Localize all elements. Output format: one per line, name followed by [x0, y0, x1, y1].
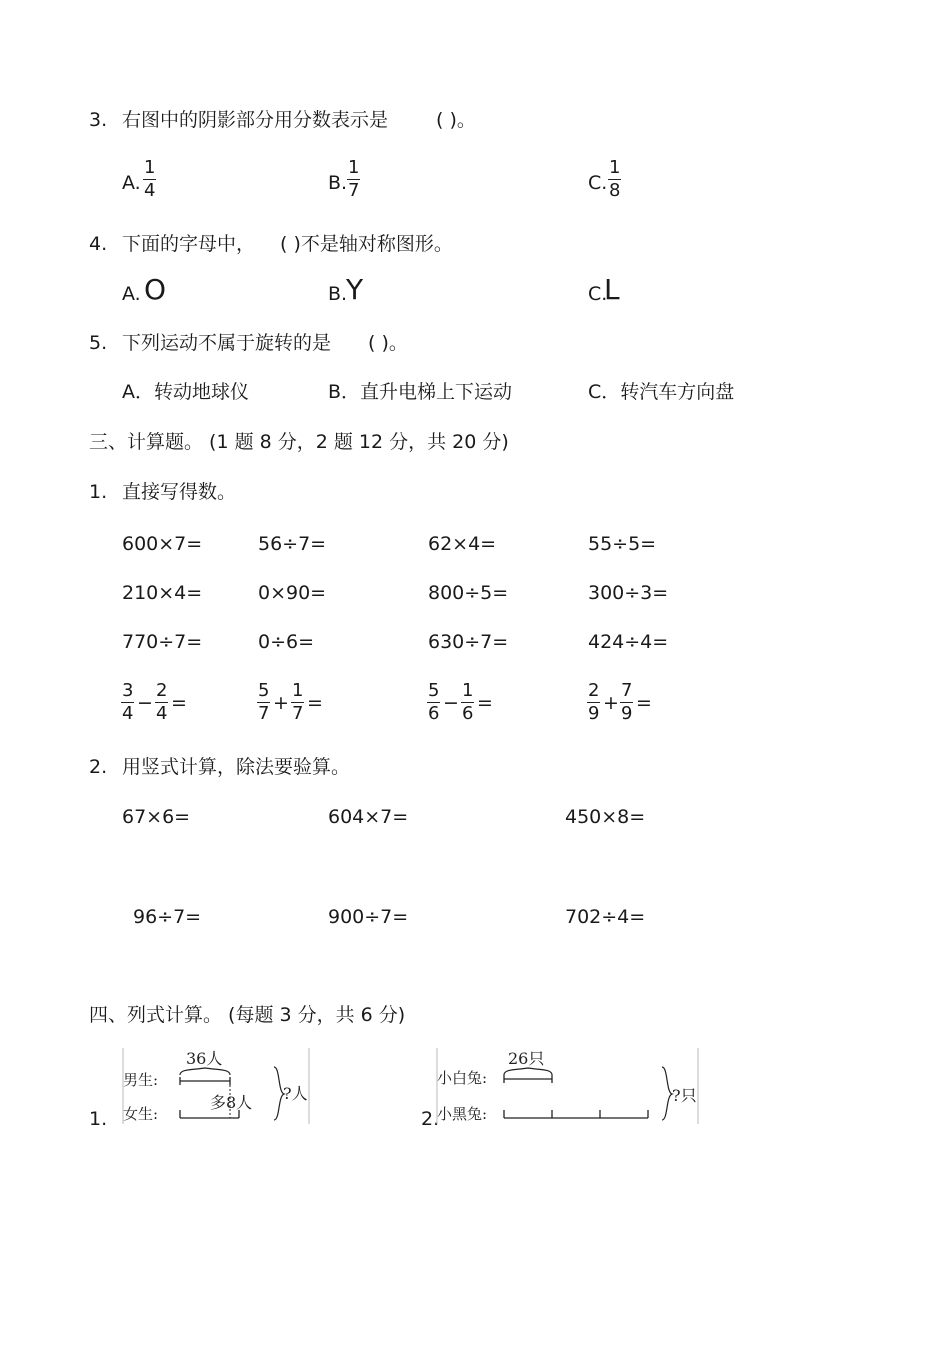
calc-item: 0×90=	[258, 582, 327, 604]
q5-text: 下列运动不属于旋转的是	[122, 332, 332, 354]
denominator: 7	[348, 180, 360, 201]
calc-item: 55÷5=	[588, 533, 657, 555]
fraction-term	[121, 682, 134, 723]
numerator: 1	[609, 157, 621, 178]
vertical-calc-item: 604×7=	[328, 806, 409, 828]
q4-option-b-label: B.	[328, 283, 348, 305]
rabbits-diagram	[436, 1048, 702, 1128]
white-rabbit-label: 小白兔:	[437, 1069, 488, 1087]
q4-number: 4.	[89, 233, 108, 255]
denominator: 7	[292, 703, 304, 724]
q4-answer-blank: ( )不是轴对称图形。	[280, 233, 453, 255]
boys-girls-diagram	[122, 1048, 312, 1128]
fraction-term	[427, 682, 440, 723]
q4-text: 下面的字母中，	[122, 233, 256, 255]
more-label: 多8人	[210, 1093, 253, 1112]
vertical-calc-item: 96÷7=	[133, 906, 202, 928]
fraction-equals: =	[171, 692, 187, 714]
calc-item: 630÷7=	[428, 631, 509, 653]
calc-item: 300÷3=	[588, 582, 669, 604]
q3-option-c-fraction	[608, 159, 621, 200]
q4-option-b-letter: Y	[346, 273, 364, 306]
calc-item: 56÷7=	[258, 533, 327, 555]
white-rabbit-count-label: 26只	[508, 1049, 545, 1068]
fraction-term	[257, 682, 270, 723]
fraction-term	[587, 682, 600, 723]
problem-2-number: 2.	[421, 1108, 440, 1130]
calc1-instruction: 直接写得数。	[122, 481, 237, 503]
q3-option-b-fraction	[347, 159, 360, 200]
fraction-equals: =	[477, 692, 493, 714]
boys-count-label: 36人	[186, 1049, 223, 1068]
calc2-instruction: 用竖式计算，除法要验算。	[122, 756, 351, 778]
calc-item: 600×7=	[122, 533, 203, 555]
denominator: 6	[462, 703, 474, 724]
q3-text: 右图中的阴影部分用分数表示是	[122, 109, 389, 131]
fraction-operator: +	[273, 692, 289, 714]
denominator: 6	[428, 703, 440, 724]
q5-answer-blank: ( )。	[368, 332, 408, 354]
q4-option-c-letter: L	[604, 273, 620, 306]
q3-answer-blank: ( )。	[436, 109, 476, 131]
calc-item: 210×4=	[122, 582, 203, 604]
fraction-term	[291, 682, 304, 723]
numerator: 1	[348, 157, 360, 178]
denominator: 4	[156, 703, 168, 724]
q3-option-c-label: C.	[588, 172, 608, 194]
calc-item: 800÷5=	[428, 582, 509, 604]
fraction-operator: −	[137, 692, 153, 714]
fraction-operator: −	[443, 692, 459, 714]
black-rabbit-label: 小黑兔:	[437, 1105, 488, 1123]
numerator: 2	[588, 680, 600, 701]
vertical-calc-item: 67×6=	[122, 806, 191, 828]
numerator: 5	[258, 680, 270, 701]
boys-label: 男生:	[123, 1071, 159, 1089]
fraction-equals: =	[636, 692, 652, 714]
fraction-operator: +	[603, 692, 619, 714]
numerator: 3	[122, 680, 134, 701]
calc1-number: 1.	[89, 481, 108, 503]
q4-option-c-label: C.	[588, 283, 608, 305]
girls-label: 女生:	[123, 1105, 159, 1123]
numerator: 7	[621, 680, 633, 701]
boys-girls-diagram-svg	[122, 1048, 312, 1124]
numerator: 2	[156, 680, 168, 701]
denominator: 8	[609, 180, 621, 201]
section-3-title: 三、计算题。 (1 题 8 分，2 题 12 分，共 20 分)	[89, 431, 509, 453]
calc-item: 62×4=	[428, 533, 497, 555]
numerator: 1	[292, 680, 304, 701]
numerator: 1	[462, 680, 474, 701]
rabbits-diagram-svg	[436, 1048, 702, 1124]
q3-option-b-label: B.	[328, 172, 348, 194]
calc-item: 770÷7=	[122, 631, 203, 653]
fraction-term	[461, 682, 474, 723]
q5-number: 5.	[89, 332, 108, 354]
q3-option-a-fraction	[143, 159, 156, 200]
fraction-term	[155, 682, 168, 723]
denominator: 9	[588, 703, 600, 724]
q5-option-b: B．直升电梯上下运动	[328, 381, 513, 403]
denominator: 7	[258, 703, 270, 724]
calc-item: 0÷6=	[258, 631, 315, 653]
numerator: 5	[428, 680, 440, 701]
q4-option-a-label: A.	[122, 283, 141, 305]
total-question-label: ?人	[283, 1084, 308, 1103]
section-4-title: 四、列式计算。 (每题 3 分，共 6 分)	[89, 1004, 406, 1026]
vertical-calc-item: 702÷4=	[565, 906, 646, 928]
q4-option-a-letter: O	[144, 273, 167, 306]
q3-number: 3.	[89, 109, 108, 131]
q3-option-a-label: A.	[122, 172, 141, 194]
numerator: 1	[144, 157, 156, 178]
problem-1-number: 1.	[89, 1108, 108, 1130]
total-question-label: ?只	[672, 1086, 697, 1105]
denominator: 4	[122, 703, 134, 724]
fraction-equals: =	[307, 692, 323, 714]
calc-item: 424÷4=	[588, 631, 669, 653]
fraction-term	[620, 682, 633, 723]
denominator: 9	[621, 703, 633, 724]
vertical-calc-item: 450×8=	[565, 806, 646, 828]
calc2-number: 2.	[89, 756, 108, 778]
q5-option-c: C．转汽车方向盘	[588, 381, 735, 403]
q5-option-a: A．转动地球仪	[122, 381, 249, 403]
vertical-calc-item: 900÷7=	[328, 906, 409, 928]
denominator: 4	[144, 180, 156, 201]
